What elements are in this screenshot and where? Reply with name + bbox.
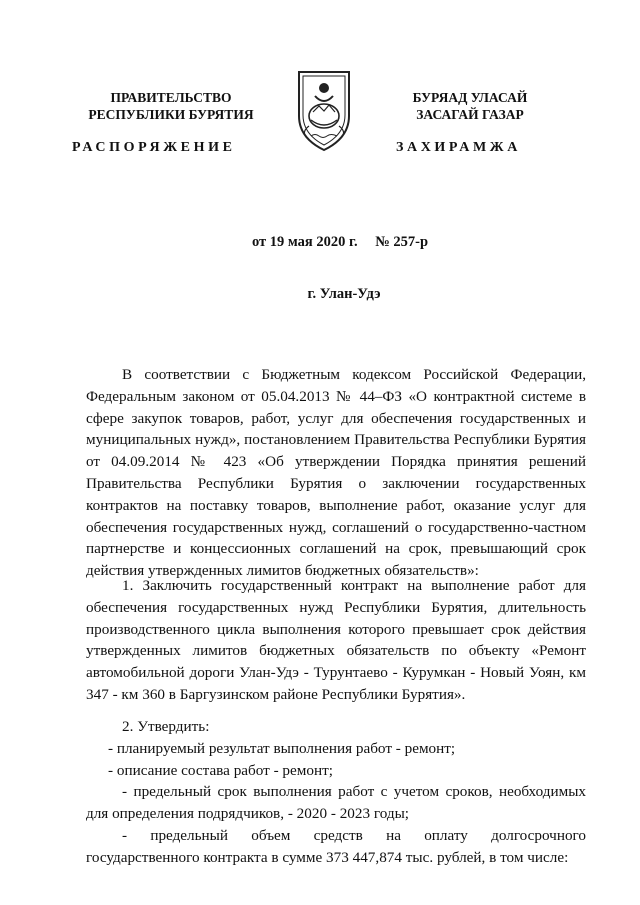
item-2-line: - предельный срок выполнения работ с учетом сроков, необходимых для определения подрядчиков, - 2020 - 2023 годы; bbox=[86, 783, 586, 823]
city-line: г. Улан-Удэ bbox=[307, 286, 381, 302]
issuer-buryat-line-1: БУРЯАД УЛАСАЙ bbox=[412, 90, 528, 105]
order-date: от 19 мая 2020 г. bbox=[251, 234, 358, 250]
item-2-line: - планируемый результат выполнения работ - ремонт; bbox=[108, 739, 456, 757]
doc-type-buryat: ЗАХИРАМЖА bbox=[396, 140, 521, 155]
issuer-line-2: РЕСПУБЛИКИ БУРЯТИЯ bbox=[88, 107, 254, 122]
issuer-block-russian bbox=[66, 89, 276, 123]
issuer-block-buryat bbox=[380, 89, 560, 123]
issuer-line-1: ПРАВИТЕЛЬСТВО bbox=[110, 90, 232, 105]
issuer-buryat-line-2: ЗАСАГАЙ ГАЗАР bbox=[416, 107, 524, 122]
buryatia-coat-of-arms-icon bbox=[293, 66, 355, 154]
item-2-block bbox=[86, 716, 586, 869]
preamble-text: В соответствии с Бюджетным кодексом Российской Федерации, Федеральным законом от 05.04.2013 № 44–ФЗ «О контрактной системе в сфере закупок товаров, работ, услуг для обеспечения государственных и муниципальных нужд», постановлением Правительства Республики Бурятия от 04.09.2014 № 423 «Об утверждении Порядка принятия решений Правительства Республики Бурятия о заключении государственных контрактов на поставку товаров, выполнение работ, оказание услуг для обеспечения государственных нужд, соглашений о государственно-частном партнерстве и концессионных соглашений на срок, превышающий срок действия утвержденных лимитов бюджетных обязательств»: bbox=[86, 366, 586, 580]
item-2-title: 2. Утвердить: bbox=[122, 718, 210, 735]
item-2-line: - предельный объем средств на оплату долгосрочного государственного контракта в сумме 373 447,874 тыс. рублей, в том числе: bbox=[86, 826, 586, 866]
order-number: № 257-р bbox=[375, 234, 429, 250]
item-2-line: - описание состава работ - ремонт; bbox=[108, 761, 333, 779]
preamble-paragraph bbox=[86, 364, 586, 582]
item-1-paragraph bbox=[86, 575, 586, 706]
date-number-line bbox=[0, 234, 640, 251]
item-1-text: 1. Заключить государственный контракт на выполнение работ для обеспечения государственных нужд Республики Бурятия, длительность производственного цикла выполнения которого превышает срок действия утвержденных лимитов бюджетных обязательств по объекту «Ремонт автомобильной дороги Улан-Удэ - Турунтаево - Курумкан - Новый Уоян, км 347 - км 360 в Баргузинском районе Республики Бурятия». bbox=[86, 577, 586, 703]
doc-type-russian: РАСПОРЯЖЕНИЕ bbox=[72, 140, 236, 155]
